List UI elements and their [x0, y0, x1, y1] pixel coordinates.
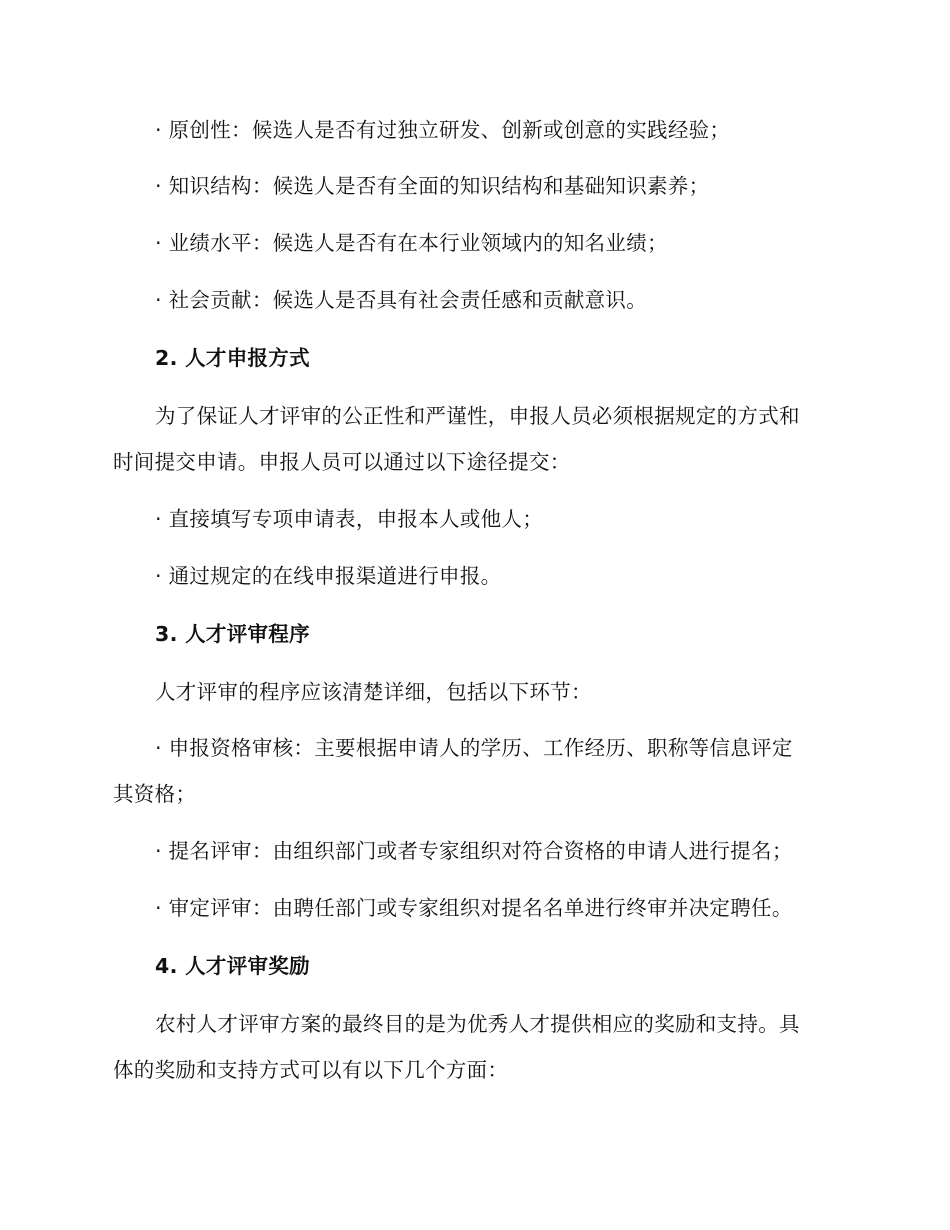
bullet-item-originality: · 原创性：候选人是否有过独立研发、创新或创意的实践经验； — [155, 118, 731, 142]
bullet-item-knowledge-structure: · 知识结构：候选人是否有全面的知识结构和基础知识素养； — [155, 174, 710, 198]
bullet-item-social-contribution: · 社会贡献：候选人是否具有社会责任感和贡献意识。 — [155, 288, 648, 312]
paragraph-line: 其资格； — [113, 782, 197, 806]
paragraph-line: 农村人才评审方案的最终目的是为优秀人才提供相应的奖励和支持。具 — [155, 1012, 800, 1036]
paragraph-line: 体的奖励和支持方式可以有以下几个方面： — [113, 1058, 509, 1082]
paragraph-line: 为了保证人才评审的公正性和严谨性，申报人员必须根据规定的方式和 — [155, 404, 800, 428]
section-heading-review-rewards: 4. 人才评审奖励 — [155, 954, 310, 978]
bullet-item-nomination-review: · 提名评审：由组织部门或者专家组织对符合资格的申请人进行提名； — [155, 839, 793, 863]
section-heading-review-procedure: 3. 人才评审程序 — [155, 622, 310, 646]
section-heading-application-method: 2. 人才申报方式 — [155, 346, 310, 370]
bullet-item-application-form: · 直接填写专项申请表，申报本人或他人； — [155, 507, 544, 531]
paragraph-line: 时间提交申请。申报人员可以通过以下途径提交： — [113, 450, 571, 474]
bullet-item-online-channel: · 通过规定的在线申报渠道进行申报。 — [155, 564, 502, 588]
bullet-item-final-review: · 审定评审：由聘任部门或专家组织对提名名单进行终审并决定聘任。 — [155, 896, 793, 920]
bullet-item-performance: · 业绩水平：候选人是否有在本行业领域内的知名业绩； — [155, 231, 668, 255]
bullet-item-qualification-review: · 申报资格审核：主要根据申请人的学历、工作经历、职称等信息评定 — [155, 736, 793, 760]
paragraph-line: 人才评审的程序应该清楚详细，包括以下环节： — [155, 680, 592, 704]
